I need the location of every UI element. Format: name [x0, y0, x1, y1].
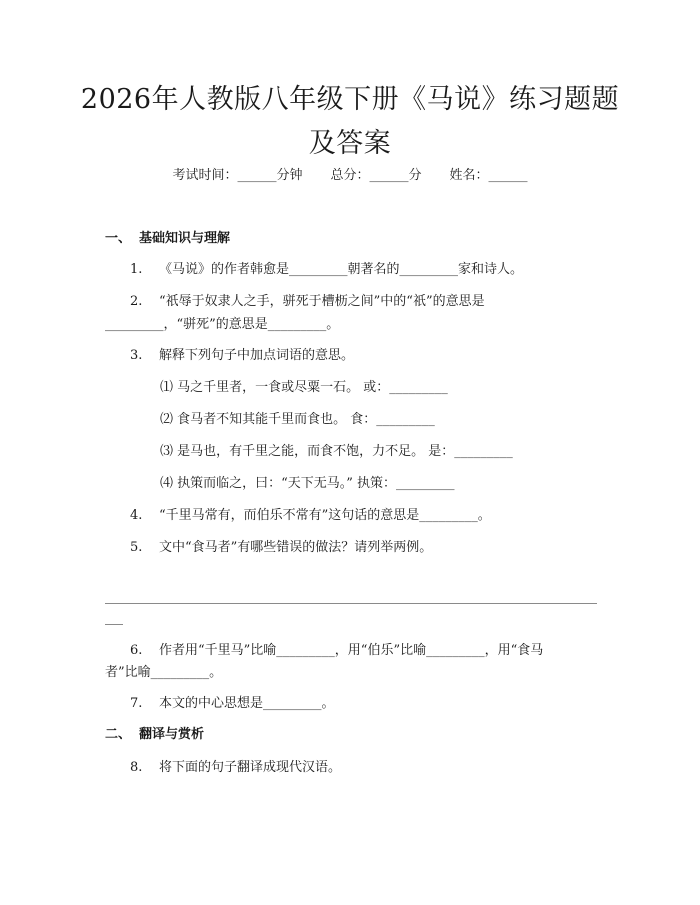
section-number: 二、	[105, 727, 132, 742]
question-number: 7.	[130, 696, 143, 711]
question-text: “千里马常有，而伯乐不常有”这句话的意思是_________。	[159, 508, 491, 523]
question-text-line-2: _________，“骈死”的意思是_________。	[105, 317, 340, 332]
sub-question-1: ⑴ 马之千里者，一食或尽粟一石。 或：_________	[160, 380, 448, 395]
sub-question-2: ⑵ 食马者不知其能千里而食也。 食：_________	[160, 412, 435, 427]
sub-question-4: ⑷ 执策而临之，曰：“天下无马。” 执策：_________	[160, 476, 455, 491]
exam-meta	[0, 166, 700, 186]
question-text: 解释下列句子中加点词语的意思。	[159, 348, 355, 363]
section-heading-1	[105, 229, 230, 249]
answer-line-end	[105, 624, 123, 625]
document-title	[60, 78, 640, 166]
title-line-2: 及答案	[308, 128, 392, 159]
question-text: 本文的中心思想是_________。	[159, 696, 335, 711]
question-number: 6.	[130, 643, 143, 658]
question-text: 将下面的句子翻译成现代汉语。	[159, 760, 342, 775]
student-name: 姓名：______	[449, 168, 528, 183]
question-text: 《马说》的作者韩愈是_________朝著名的_________家和诗人。	[159, 262, 524, 277]
question-text-line-1: 作者用“千里马”比喻_________，用“伯乐”比喻_________，用“食马	[159, 643, 544, 658]
question-number: 8.	[130, 760, 143, 775]
question-text-line-1: “祇辱于奴隶人之手，骈死于槽枥之间”中的“祇”的意思是	[159, 294, 485, 309]
question-number: 2.	[130, 294, 143, 309]
section-title: 翻译与赏析	[139, 727, 205, 742]
question-2-continued	[105, 313, 339, 337]
section-number: 一、	[105, 231, 132, 246]
question-number: 1.	[130, 262, 143, 277]
exam-time: 考试时间：______分钟	[172, 168, 303, 183]
question-text-line-2: 者”比喻_________。	[105, 665, 223, 680]
question-number: 3.	[130, 348, 143, 363]
question-number: 5.	[130, 540, 143, 555]
answer-line	[105, 603, 597, 604]
question-text: 文中“食马者”有哪些错误的做法？请列举两例。	[159, 540, 433, 555]
exam-score: 总分：______分	[330, 168, 422, 183]
question-6-continued	[105, 661, 222, 685]
question-number: 4.	[130, 508, 143, 523]
sub-question-3: ⑶ 是马也，有千里之能，而食不饱，力不足。 是：_________	[160, 444, 513, 459]
title-line-1: 2026年人教版八年级下册《马说》练习题题	[80, 84, 620, 115]
section-heading-2	[105, 725, 204, 745]
section-title: 基础知识与理解	[139, 231, 231, 246]
